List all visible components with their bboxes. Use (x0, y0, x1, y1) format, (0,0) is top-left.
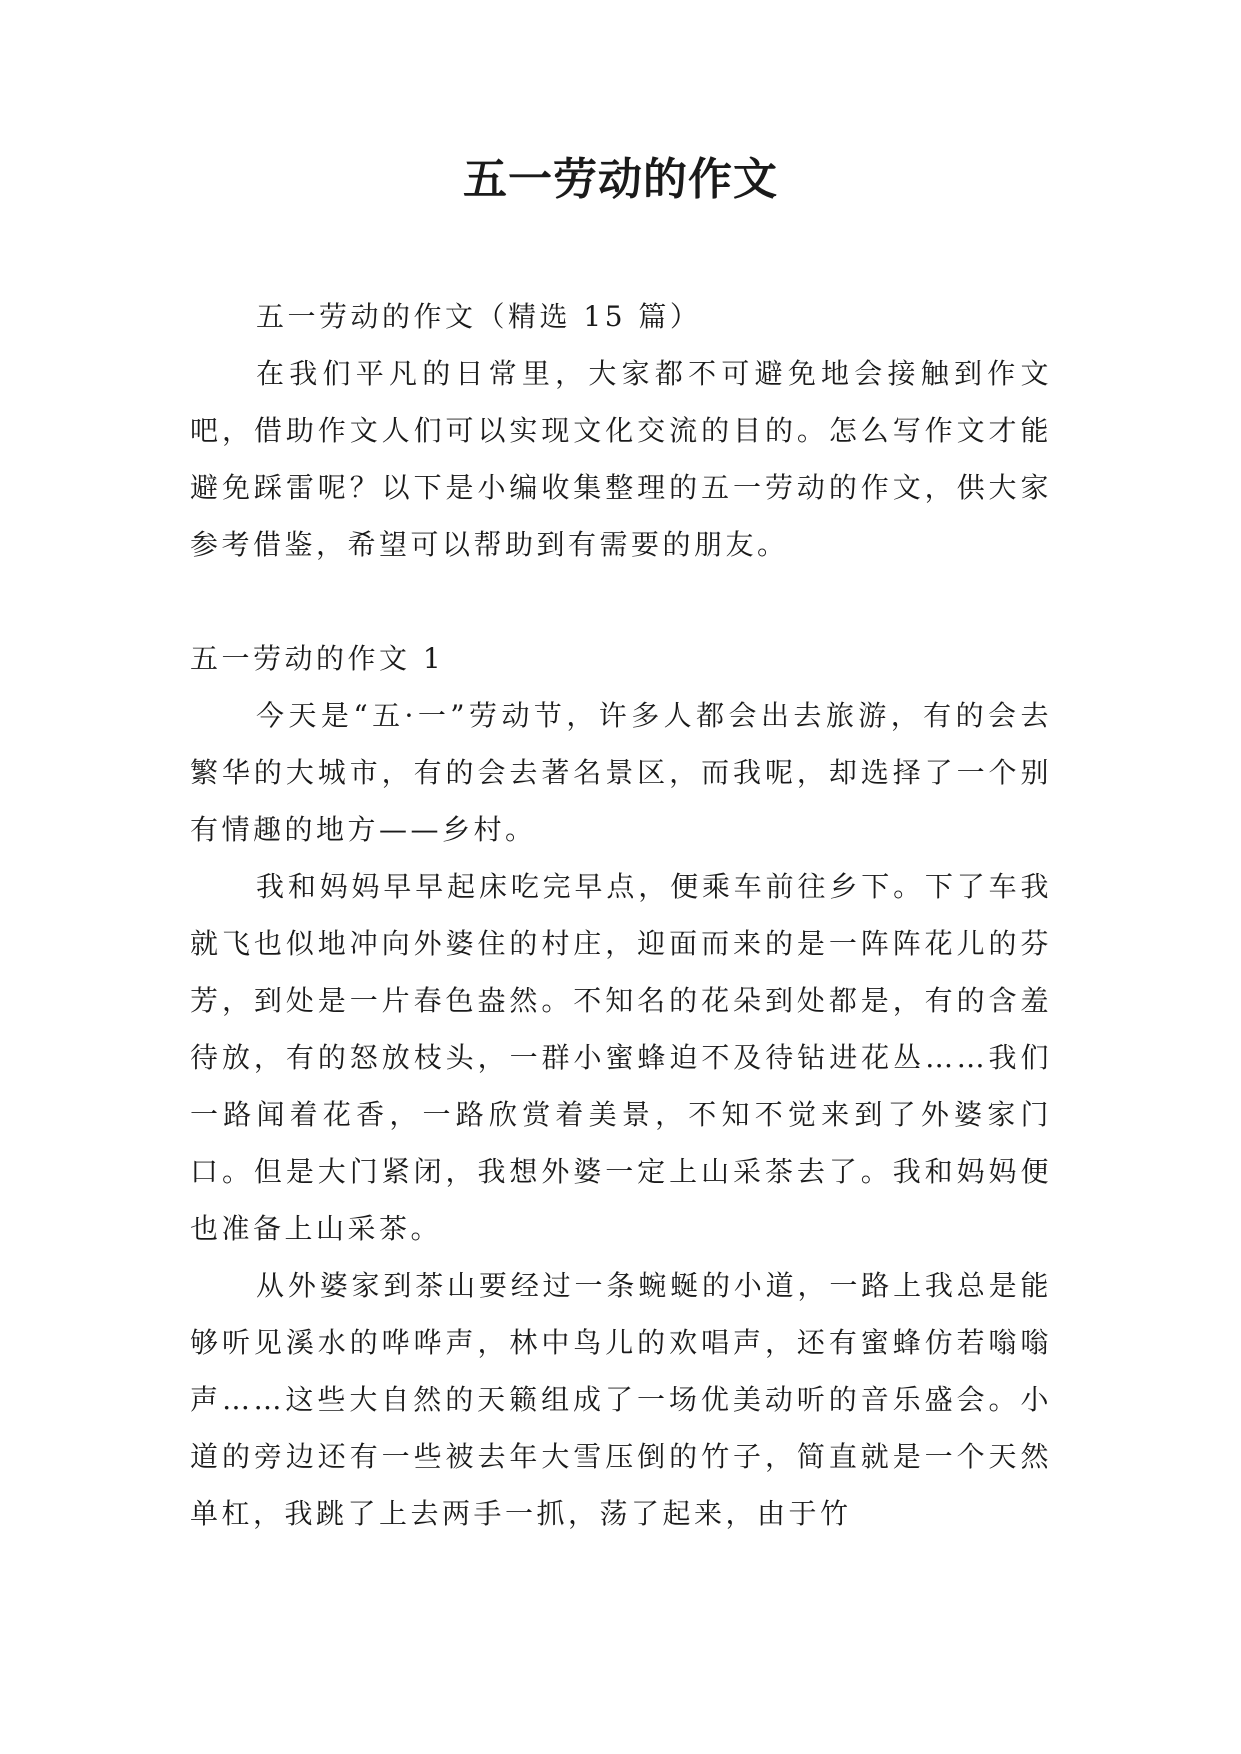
body-paragraph: 从外婆家到茶山要经过一条蜿蜒的小道，一路上我总是能够听见溪水的哗哗声，林中鸟儿的欢唱声，还有蜜蜂仿若嗡嗡声……这些大自然的天籁组成了一场优美动听的音乐盛会。小道的旁边还有一些被去年大雪压倒的竹子，简直就是一个天然单杠，我跳了上去两手一抓，荡了起来，由于竹 (190, 1269, 1052, 1530)
document-body (190, 288, 1052, 1542)
document-title: 五一劳动的作文 (463, 154, 778, 205)
body-paragraph: 我和妈妈早早起床吃完早点，便乘车前往乡下。下了车我就飞也似地冲向外婆住的村庄，迎面而来的是一阵阵花儿的芬芳，到处是一片春色盎然。不知名的花朵到处都是，有的含羞待放，有的怒放枝头，一群小蜜蜂迫不及待钻进花丛……我们一路闻着花香，一路欣赏着美景，不知不觉来到了外婆家门口。但是大门紧闭，我想外婆一定上山采茶去了。我和妈妈便也准备上山采茶。 (190, 870, 1052, 1245)
section-heading: 五一劳动的作文 1 (190, 642, 445, 675)
intro-paragraph: 在我们平凡的日常里，大家都不可避免地会接触到作文吧，借助作文人们可以实现文化交流的目的。怎么写作文才能避免踩雷呢？以下是小编收集整理的五一劳动的作文，供大家参考借鉴，希望可以帮助到有需要的朋友。 (190, 357, 1052, 561)
document-subtitle: 五一劳动的作文（精选 15 篇） (256, 300, 702, 333)
body-paragraph: 今天是“五·一”劳动节，许多人都会出去旅游，有的会去繁华的大城市，有的会去著名景区，而我呢，却选择了一个别有情趣的地方——乡村。 (190, 699, 1052, 846)
